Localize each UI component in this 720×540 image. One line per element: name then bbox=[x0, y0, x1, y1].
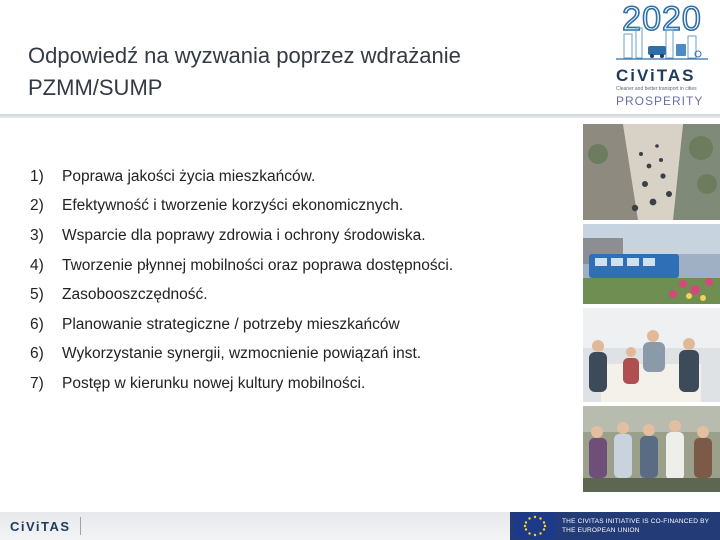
list-item-text: Wykorzystanie synergii, wzmocnienie powiązań inst. bbox=[62, 345, 422, 363]
city-skyline-icon bbox=[614, 0, 710, 66]
logo-prosperity-wordmark: PROSPERITY bbox=[616, 94, 704, 108]
list-item-number: 3) bbox=[30, 226, 44, 244]
footer-civitas-logo: CiViTAS bbox=[10, 519, 71, 534]
list-item bbox=[30, 340, 570, 370]
list-item-number: 6) bbox=[30, 345, 44, 363]
eu-text-line-1: THE CIVITAS INITIATIVE IS CO-FINANCED BY bbox=[562, 518, 710, 525]
list-item bbox=[30, 162, 570, 192]
logo-civitas-wordmark: CiViTAS bbox=[616, 66, 696, 85]
list-item-text: Planowanie strategiczne / potrzeby mieszkańców bbox=[62, 315, 400, 333]
list-item-text: Zasobooszczędność. bbox=[62, 286, 208, 304]
list-item-number: 1) bbox=[30, 167, 44, 185]
tram-photo bbox=[583, 224, 720, 304]
slide-title: Odpowiedź na wyzwania poprzez wdrażanie PZMM/SUMP bbox=[28, 43, 461, 100]
list-item-number: 4) bbox=[30, 256, 44, 274]
logo-year-text: 2020 bbox=[622, 0, 702, 38]
pedestrian-street-photo bbox=[583, 124, 720, 220]
slide-header bbox=[0, 0, 720, 116]
slide-footer bbox=[0, 512, 720, 540]
list-item-text: Efektywność i tworzenie korzyści ekonomicznych. bbox=[62, 197, 404, 215]
residents-group-photo bbox=[583, 406, 720, 492]
footer-divider bbox=[80, 517, 81, 535]
meeting-photo bbox=[583, 308, 720, 402]
eu-cofinancing-text bbox=[562, 517, 720, 535]
eu-text-line-2: THE EUROPEAN UNION bbox=[562, 527, 640, 534]
list-item bbox=[30, 221, 570, 251]
list-item bbox=[30, 369, 570, 399]
goals-list bbox=[30, 162, 570, 399]
list-item-number: 5) bbox=[30, 286, 44, 304]
eu-flag-icon bbox=[514, 513, 556, 539]
list-item-text: Wsparcie dla poprawy zdrowia i ochrony środowiska. bbox=[62, 226, 426, 244]
list-item-text: Postęp w kierunku nowej kultury mobilności. bbox=[62, 374, 366, 392]
list-item bbox=[30, 280, 570, 310]
list-item-number: 6) bbox=[30, 315, 44, 333]
list-item bbox=[30, 310, 570, 340]
list-item-number: 7) bbox=[30, 374, 44, 392]
list-item bbox=[30, 251, 570, 281]
eu-cofinancing-band bbox=[510, 512, 720, 540]
list-item-text: Tworzenie płynnej mobilności oraz poprawa dostępności. bbox=[62, 256, 454, 274]
header-divider bbox=[0, 114, 720, 118]
logo-tagline: Cleaner and better transport in cities bbox=[616, 86, 697, 92]
list-item-number: 2) bbox=[30, 197, 44, 215]
list-item-text: Poprawa jakości życia mieszkańców. bbox=[62, 167, 316, 185]
civitas-prosperity-logo bbox=[606, 0, 716, 112]
list-item bbox=[30, 192, 570, 222]
photo-collage bbox=[583, 124, 720, 492]
